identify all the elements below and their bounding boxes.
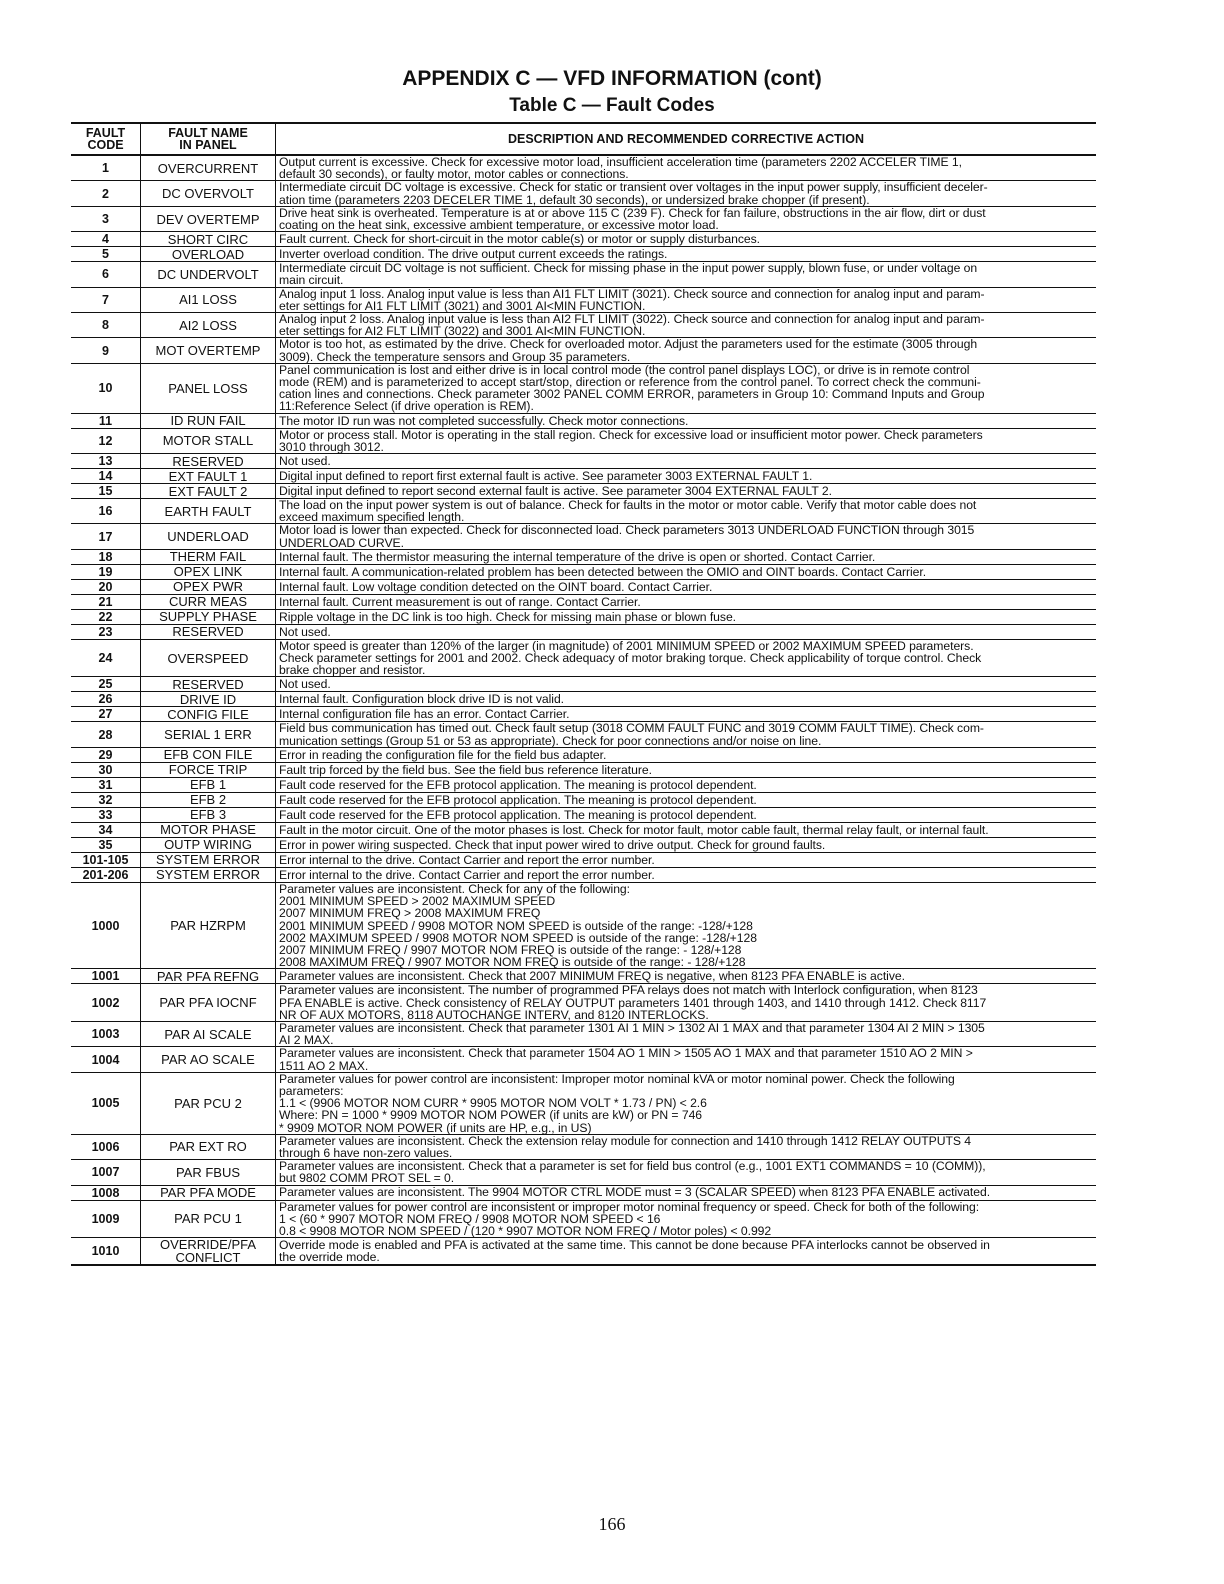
table-row bbox=[71, 247, 1096, 262]
fault-code: 27 bbox=[71, 707, 141, 722]
fault-description: Fault in the motor circuit. One of the motor phases is lost. Check for motor fault, motor cable fault, thermal relay fault, or internal fault. bbox=[276, 822, 1097, 837]
fault-description: Drive heat sink is overheated. Temperature is at or above 115 C (239 F). Check for fan failure, obstructions in the air flow, dirt or dust coating on the heat sink, excessive ambient temperature, or excessive motor load. bbox=[276, 206, 1097, 231]
fault-code: 1010 bbox=[71, 1238, 141, 1266]
table-row bbox=[71, 882, 1096, 968]
fault-code: 12 bbox=[71, 428, 141, 453]
fault-description: Internal fault. Current measurement is out of range. Contact Carrier. bbox=[276, 594, 1097, 609]
fault-name: ID RUN FAIL bbox=[141, 413, 276, 428]
fault-code: 14 bbox=[71, 469, 141, 484]
fault-code: 101-105 bbox=[71, 852, 141, 867]
fault-name: OPEX LINK bbox=[141, 564, 276, 579]
table-row bbox=[71, 747, 1096, 762]
fault-name: OVERRIDE/PFA CONFLICT bbox=[141, 1238, 276, 1266]
fault-description: Parameter values are inconsistent. Check that parameter 1301 AI 1 MIN > 1302 AI 1 MAX and that parameter 1304 AI 2 MIN > 1305 AI 2 MAX. bbox=[276, 1021, 1097, 1046]
fault-name: SERIAL 1 ERR bbox=[141, 722, 276, 747]
fault-description: Parameter values are inconsistent. Check the extension relay module for connection and 1410 through 1412 RELAY OUTPUTS 4 through 6 have non-zero values. bbox=[276, 1134, 1097, 1159]
table-row bbox=[71, 564, 1096, 579]
fault-code: 1004 bbox=[71, 1047, 141, 1072]
table-row bbox=[71, 677, 1096, 692]
table-row bbox=[71, 206, 1096, 231]
fault-description: Internal fault. Low voltage condition detected on the OINT board. Contact Carrier. bbox=[276, 579, 1097, 594]
fault-description: Field bus communication has timed out. Check fault setup (3018 COMM FAULT FUNC and 3019 COMM FAULT TIME). Check com- munication settings (Group 51 or 53 as appropriate). Check for poor connections and/or noise on line. bbox=[276, 722, 1097, 747]
fault-description: Internal configuration file has an error. Contact Carrier. bbox=[276, 707, 1097, 722]
fault-code: 25 bbox=[71, 677, 141, 692]
table-row bbox=[71, 722, 1096, 747]
fault-name: PANEL LOSS bbox=[141, 363, 276, 413]
fault-description: Parameter values are inconsistent. Check that a parameter is set for field bus control (e.g., 1001 EXT1 COMMANDS = 10 (COMM)), but 9802 COMM PROT SEL = 0. bbox=[276, 1160, 1097, 1185]
fault-code: 1000 bbox=[71, 882, 141, 968]
table-row bbox=[71, 807, 1096, 822]
fault-code: 30 bbox=[71, 762, 141, 777]
table-row bbox=[71, 363, 1096, 413]
table-row bbox=[71, 1072, 1096, 1134]
table-row bbox=[71, 822, 1096, 837]
fault-description: Parameter values are inconsistent. Check for any of the following: 2001 MINIMUM SPEED > 2002 MAXIMUM SPEED 2007 MINIMUM FREQ > 2008 MAXIMUM FREQ 2001 MINIMUM SPEED / 9908 MOTOR NOM SPEED is outside of the range: -128/+128 2002 MAXIMUM SPEED / 9908 MOTOR NOM SPEED is outside of the range: -128/+128 2007 MINIMUM FREQ / 9907 MOTOR NOM FREQ is outside of the range: - 128/+128 2008 MAXIMUM FREQ / 9907 MOTOR NOM FREQ is outside of the range: - 128/+128 bbox=[276, 882, 1097, 968]
fault-name: AI1 LOSS bbox=[141, 287, 276, 312]
table-row bbox=[71, 181, 1096, 206]
fault-description: Not used. bbox=[276, 454, 1097, 469]
fault-code: 33 bbox=[71, 807, 141, 822]
table-row bbox=[71, 413, 1096, 428]
fault-name: PAR PFA IOCNF bbox=[141, 984, 276, 1022]
fault-code: 3 bbox=[71, 206, 141, 231]
fault-name: RESERVED bbox=[141, 677, 276, 692]
fault-description: Digital input defined to report second external fault is active. See parameter 3004 EXTERNAL FAULT 2. bbox=[276, 484, 1097, 499]
fault-code: 17 bbox=[71, 524, 141, 549]
fault-description: Panel communication is lost and either drive is in local control mode (the control panel displays LOC), or drive is in remote control mode (REM) and is parameterized to accept start/stop, direction or reference from the control panel. To correct check the communi- cation lines and connections. Check parameter 3002 PANEL COMM ERROR, parameters in Group 10: Command Inputs and Group 11:Reference Select (if drive operation is REM). bbox=[276, 363, 1097, 413]
fault-code: 6 bbox=[71, 262, 141, 287]
page-number: 166 bbox=[598, 1514, 626, 1534]
fault-name: EFB 1 bbox=[141, 777, 276, 792]
fault-code: 13 bbox=[71, 454, 141, 469]
table-row bbox=[71, 313, 1096, 338]
table-header-row bbox=[71, 123, 1096, 155]
fault-description: Motor or process stall. Motor is operating in the stall region. Check for excessive load or insufficient motor power. Check parameters 3010 through 3012. bbox=[276, 428, 1097, 453]
table-row bbox=[71, 639, 1096, 677]
table-row bbox=[71, 469, 1096, 484]
table-row bbox=[71, 707, 1096, 722]
fault-code: 31 bbox=[71, 777, 141, 792]
table-row bbox=[71, 609, 1096, 624]
header-fault-code: FAULT CODE bbox=[71, 123, 141, 155]
table-row bbox=[71, 524, 1096, 549]
fault-description: Fault current. Check for short-circuit in the motor cable(s) or motor or supply disturbances. bbox=[276, 232, 1097, 247]
fault-code: 1007 bbox=[71, 1160, 141, 1185]
fault-name: CONFIG FILE bbox=[141, 707, 276, 722]
fault-description: The motor ID run was not completed successfully. Check motor connections. bbox=[276, 413, 1097, 428]
fault-code: 8 bbox=[71, 313, 141, 338]
fault-name: OUTP WIRING bbox=[141, 837, 276, 852]
fault-code: 26 bbox=[71, 692, 141, 707]
table-row bbox=[71, 594, 1096, 609]
fault-name: EXT FAULT 2 bbox=[141, 484, 276, 499]
fault-code: 29 bbox=[71, 747, 141, 762]
fault-code: 5 bbox=[71, 247, 141, 262]
fault-name: AI2 LOSS bbox=[141, 313, 276, 338]
fault-name: EARTH FAULT bbox=[141, 499, 276, 524]
fault-code: 9 bbox=[71, 338, 141, 363]
fault-description: Digital input defined to report first external fault is active. See parameter 3003 EXTERNAL FAULT 1. bbox=[276, 469, 1097, 484]
fault-name: MOTOR PHASE bbox=[141, 822, 276, 837]
table-row bbox=[71, 1238, 1096, 1266]
table-caption: Table C — Fault Codes bbox=[509, 95, 715, 116]
table-row bbox=[71, 984, 1096, 1022]
fault-name: PAR AI SCALE bbox=[141, 1021, 276, 1046]
fault-description: Fault code reserved for the EFB protocol application. The meaning is protocol dependent. bbox=[276, 777, 1097, 792]
fault-name: PAR PFA MODE bbox=[141, 1185, 276, 1200]
fault-description: Parameter values for power control are inconsistent or improper motor nominal frequency or speed. Check for both of the following: 1 < (60 * 9907 MOTOR NOM FREQ / 9908 MOTOR NOM SPEED < 16 0.8 < 9908 MOTOR NOM SPEED / (120 * 9907 MOTOR NOM FREQ / Motor poles) < 0.992 bbox=[276, 1200, 1097, 1238]
fault-name: DC UNDERVOLT bbox=[141, 262, 276, 287]
fault-code: 10 bbox=[71, 363, 141, 413]
table-row bbox=[71, 1134, 1096, 1159]
fault-description: Error internal to the drive. Contact Carrier and report the error number. bbox=[276, 867, 1097, 882]
fault-description: Parameter values are inconsistent. Check that 2007 MINIMUM FREQ is negative, when 8123 PFA ENABLE is active. bbox=[276, 969, 1097, 984]
fault-name: PAR HZRPM bbox=[141, 882, 276, 968]
fault-code: 1002 bbox=[71, 984, 141, 1022]
fault-description: The load on the input power system is out of balance. Check for faults in the motor or motor cable. Verify that motor cable does not exceed maximum specified length. bbox=[276, 499, 1097, 524]
fault-code: 24 bbox=[71, 639, 141, 677]
fault-code: 35 bbox=[71, 837, 141, 852]
fault-description: Error in reading the configuration file for the field bus adapter. bbox=[276, 747, 1097, 762]
fault-description: Parameter values are inconsistent. The number of programmed PFA relays does not match with Interlock configuration, when 8123 PFA ENABLE is active. Check consistency of RELAY OUTPUT parameters 1401 through 1403, and 1410 through 1412. Check 8117 NR OF AUX MOTORS, 8118 AUTOCHANGE INTERV, and 8120 INTERLOCKS. bbox=[276, 984, 1097, 1022]
table-row bbox=[71, 852, 1096, 867]
fault-name: SHORT CIRC bbox=[141, 232, 276, 247]
table-row bbox=[71, 1185, 1096, 1200]
fault-name: OVERSPEED bbox=[141, 639, 276, 677]
fault-code: 1 bbox=[71, 155, 141, 181]
fault-description: Motor load is lower than expected. Check for disconnected load. Check parameters 3013 UNDERLOAD FUNCTION through 3015 UNDERLOAD CURVE. bbox=[276, 524, 1097, 549]
table-row bbox=[71, 1047, 1096, 1072]
fault-name: PAR PCU 1 bbox=[141, 1200, 276, 1238]
fault-description: Output current is excessive. Check for excessive motor load, insufficient acceleration time (parameters 2202 ACCELER TIME 1, default 30 seconds), or faulty motor, motor cables or connections. bbox=[276, 155, 1097, 181]
fault-code: 28 bbox=[71, 722, 141, 747]
table-row bbox=[71, 338, 1096, 363]
fault-code: 4 bbox=[71, 232, 141, 247]
table-row bbox=[71, 867, 1096, 882]
fault-description: Intermediate circuit DC voltage is not sufficient. Check for missing phase in the input power supply, blown fuse, or under voltage on main circuit. bbox=[276, 262, 1097, 287]
fault-code: 22 bbox=[71, 609, 141, 624]
table-row bbox=[71, 287, 1096, 312]
fault-name: UNDERLOAD bbox=[141, 524, 276, 549]
fault-codes-table bbox=[71, 122, 1096, 1266]
fault-code: 1006 bbox=[71, 1134, 141, 1159]
table-row bbox=[71, 692, 1096, 707]
table-row bbox=[71, 262, 1096, 287]
table-row bbox=[71, 232, 1096, 247]
table-row bbox=[71, 792, 1096, 807]
fault-description: Fault trip forced by the field bus. See the field bus reference literature. bbox=[276, 762, 1097, 777]
fault-code: 1008 bbox=[71, 1185, 141, 1200]
table-row bbox=[71, 428, 1096, 453]
table-row bbox=[71, 499, 1096, 524]
fault-name: DEV OVERTEMP bbox=[141, 206, 276, 231]
fault-name: EFB CON FILE bbox=[141, 747, 276, 762]
table-row bbox=[71, 549, 1096, 564]
fault-description: Inverter overload condition. The drive output current exceeds the ratings. bbox=[276, 247, 1097, 262]
fault-name: OPEX PWR bbox=[141, 579, 276, 594]
fault-name: MOT OVERTEMP bbox=[141, 338, 276, 363]
fault-code: 19 bbox=[71, 564, 141, 579]
table-body bbox=[71, 155, 1096, 1265]
fault-description: Not used. bbox=[276, 624, 1097, 639]
fault-description: Motor is too hot, as estimated by the drive. Check for overloaded motor. Adjust the parameters used for the estimate (3005 through 3009). Check the temperature sensors and Group 35 parameters. bbox=[276, 338, 1097, 363]
table-row bbox=[71, 1160, 1096, 1185]
table-row bbox=[71, 837, 1096, 852]
table-row bbox=[71, 454, 1096, 469]
fault-description: Not used. bbox=[276, 677, 1097, 692]
table-row bbox=[71, 969, 1096, 984]
fault-name: RESERVED bbox=[141, 454, 276, 469]
fault-name: FORCE TRIP bbox=[141, 762, 276, 777]
table-row bbox=[71, 1200, 1096, 1238]
fault-code: 1003 bbox=[71, 1021, 141, 1046]
table-row bbox=[71, 624, 1096, 639]
fault-description: Intermediate circuit DC voltage is excessive. Check for static or transient over voltages in the input power supply, insufficient deceler- ation time (parameters 2203 DECELER TIME 1, default 30 seconds), or undersized brake chopper (if present). bbox=[276, 181, 1097, 206]
fault-name: THERM FAIL bbox=[141, 549, 276, 564]
fault-name: OVERCURRENT bbox=[141, 155, 276, 181]
fault-description: Error in power wiring suspected. Check that input power wired to drive output. Check for ground faults. bbox=[276, 837, 1097, 852]
fault-description: Parameter values for power control are inconsistent: Improper motor nominal kVA or motor nominal power. Check the following parameters: 1.1 < (9906 MOTOR NOM CURR * 9905 MOTOR NOM VOLT * 1.73 / PN) < 2.6 Where: PN = 1000 * 9909 MOTOR NOM POWER (if units are kW) or PN = 746 * 9909 MOTOR NOM POWER (if units are HP, e.g., in US) bbox=[276, 1072, 1097, 1134]
fault-description: Parameter values are inconsistent. The 9904 MOTOR CTRL MODE must = 3 (SCALAR SPEED) when 8123 PFA ENABLE activated. bbox=[276, 1185, 1097, 1200]
fault-code: 7 bbox=[71, 287, 141, 312]
fault-name: DC OVERVOLT bbox=[141, 181, 276, 206]
fault-description: Motor speed is greater than 120% of the larger (in magnitude) of 2001 MINIMUM SPEED or 2002 MAXIMUM SPEED parameters. Check parameter settings for 2001 and 2002. Check adequacy of motor braking torque. Check applicability of torque control. Check brake chopper and resistor. bbox=[276, 639, 1097, 677]
fault-code: 1001 bbox=[71, 969, 141, 984]
fault-name: EXT FAULT 1 bbox=[141, 469, 276, 484]
fault-code: 32 bbox=[71, 792, 141, 807]
fault-code: 34 bbox=[71, 822, 141, 837]
fault-name: SYSTEM ERROR bbox=[141, 867, 276, 882]
fault-name: EFB 3 bbox=[141, 807, 276, 822]
fault-description: Override mode is enabled and PFA is activated at the same time. This cannot be done because PFA interlocks cannot be observed in the override mode. bbox=[276, 1238, 1097, 1266]
table-row bbox=[71, 484, 1096, 499]
table-row bbox=[71, 1021, 1096, 1046]
fault-description: Internal fault. The thermistor measuring the internal temperature of the drive is open or shorted. Contact Carrier. bbox=[276, 549, 1097, 564]
fault-name: RESERVED bbox=[141, 624, 276, 639]
fault-description: Fault code reserved for the EFB protocol application. The meaning is protocol dependent. bbox=[276, 807, 1097, 822]
fault-code: 21 bbox=[71, 594, 141, 609]
fault-description: Error internal to the drive. Contact Carrier and report the error number. bbox=[276, 852, 1097, 867]
fault-name: OVERLOAD bbox=[141, 247, 276, 262]
fault-description: Analog input 2 loss. Analog input value is less than AI2 FLT LIMIT (3022). Check source and connection for analog input and param- eter settings for AI2 FLT LIMIT (3022) and 3001 AI<MIN FUNCTION. bbox=[276, 313, 1097, 338]
table-row bbox=[71, 155, 1096, 181]
header-fault-name: FAULT NAME IN PANEL bbox=[141, 123, 276, 155]
fault-name: PAR AO SCALE bbox=[141, 1047, 276, 1072]
fault-description: Internal fault. Configuration block drive ID is not valid. bbox=[276, 692, 1097, 707]
fault-name: EFB 2 bbox=[141, 792, 276, 807]
fault-name: MOTOR STALL bbox=[141, 428, 276, 453]
fault-description: Fault code reserved for the EFB protocol application. The meaning is protocol dependent. bbox=[276, 792, 1097, 807]
fault-name: PAR FBUS bbox=[141, 1160, 276, 1185]
fault-code: 23 bbox=[71, 624, 141, 639]
table-row bbox=[71, 777, 1096, 792]
fault-code: 18 bbox=[71, 549, 141, 564]
fault-code: 201-206 bbox=[71, 867, 141, 882]
fault-description: Ripple voltage in the DC link is too high. Check for missing main phase or blown fuse. bbox=[276, 609, 1097, 624]
fault-name: SYSTEM ERROR bbox=[141, 852, 276, 867]
fault-code: 1009 bbox=[71, 1200, 141, 1238]
fault-code: 2 bbox=[71, 181, 141, 206]
fault-name: SUPPLY PHASE bbox=[141, 609, 276, 624]
fault-code: 1005 bbox=[71, 1072, 141, 1134]
fault-name: PAR EXT RO bbox=[141, 1134, 276, 1159]
fault-description: Internal fault. A communication-related problem has been detected between the OMIO and OINT boards. Contact Carrier. bbox=[276, 564, 1097, 579]
fault-description: Analog input 1 loss. Analog input value is less than AI1 FLT LIMIT (3021). Check source and connection for analog input and param- eter settings for AI1 FLT LIMIT (3021) and 3001 AI<MIN FUNCTION. bbox=[276, 287, 1097, 312]
fault-name: PAR PCU 2 bbox=[141, 1072, 276, 1134]
fault-name: CURR MEAS bbox=[141, 594, 276, 609]
fault-name: DRIVE ID bbox=[141, 692, 276, 707]
table-row bbox=[71, 579, 1096, 594]
fault-description: Parameter values are inconsistent. Check that parameter 1504 AO 1 MIN > 1505 AO 1 MAX and that parameter 1510 AO 2 MIN > 1511 AO 2 MAX. bbox=[276, 1047, 1097, 1072]
table-row bbox=[71, 762, 1096, 777]
fault-code: 11 bbox=[71, 413, 141, 428]
header-description: DESCRIPTION AND RECOMMENDED CORRECTIVE ACTION bbox=[276, 123, 1097, 155]
fault-code: 15 bbox=[71, 484, 141, 499]
fault-code: 16 bbox=[71, 499, 141, 524]
page-title: APPENDIX C — VFD INFORMATION (cont) bbox=[402, 67, 822, 90]
fault-code: 20 bbox=[71, 579, 141, 594]
fault-name: PAR PFA REFNG bbox=[141, 969, 276, 984]
